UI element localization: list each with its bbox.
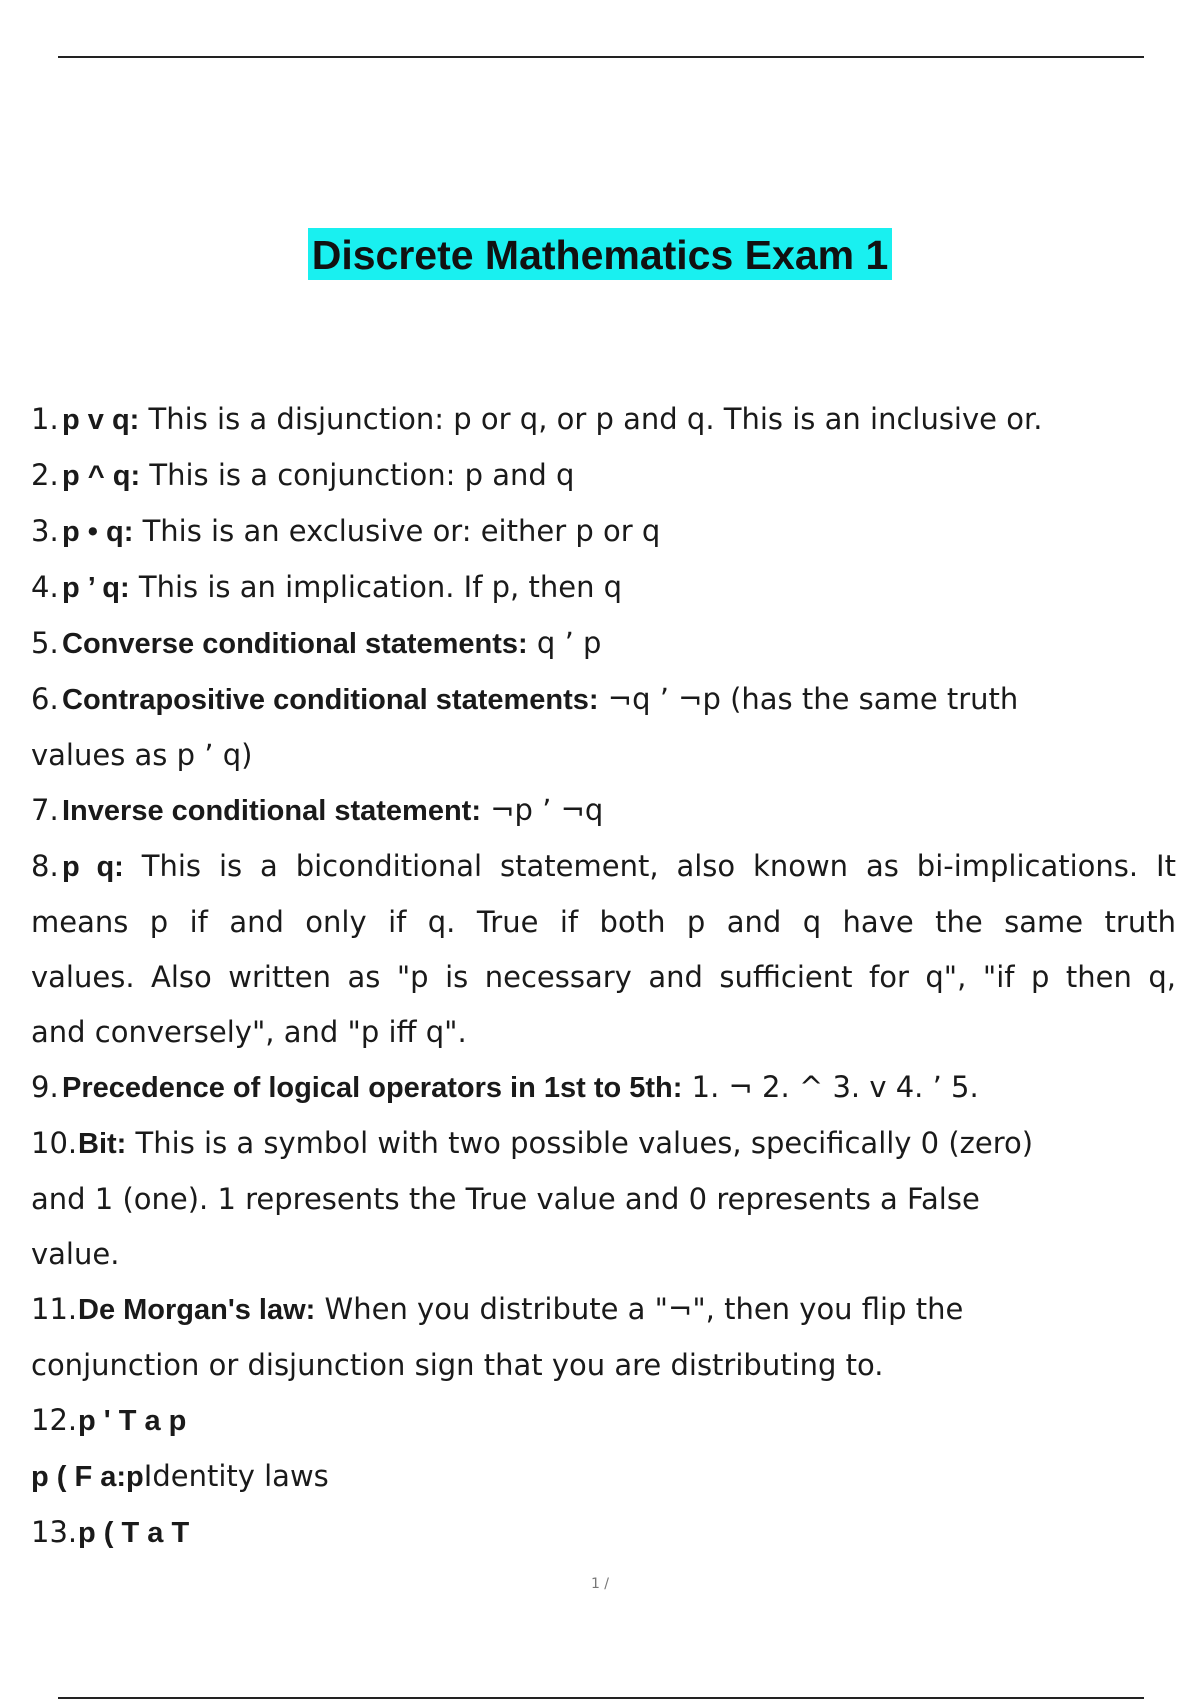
item-term: Contrapositive conditional statements: (62, 684, 599, 716)
list-item (31, 1282, 1176, 1338)
item-definition: This is an implication. If p, then q (129, 570, 623, 604)
item-definition: This is a conjunction: p and q (140, 458, 575, 492)
title-container (0, 228, 1200, 280)
list-item (31, 504, 1176, 560)
item-definition: ¬p ’ ¬q (481, 793, 604, 827)
item-continuation: values. Also written as "p is necessary and sufficient for q", "if p then q, (31, 960, 1176, 994)
top-rule (58, 56, 1144, 58)
item-number: 1. (31, 402, 59, 436)
list-item (31, 783, 1176, 839)
item-definition: This is a biconditional statement, also known as bi-implications. It (123, 849, 1176, 883)
item-term: p ’ q: (62, 572, 130, 604)
item-number: 11. (31, 1292, 78, 1326)
item-definition: Identity laws (143, 1459, 329, 1493)
item-number: 13. (31, 1515, 78, 1549)
item-number: 2. (31, 458, 59, 492)
notes-list (31, 392, 1176, 1561)
item-definition: This is a disjunction: p or q, or p and q. This is an inclusive or. (139, 402, 1043, 436)
item-term: p v q: (62, 404, 140, 436)
item-number: 3. (31, 514, 59, 548)
item-term: Precedence of logical operators in 1st to 5th: (62, 1072, 683, 1104)
item-continuation: value. (31, 1237, 120, 1271)
item-number: 4. (31, 570, 59, 604)
list-item (31, 1116, 1176, 1172)
item-continuation: and 1 (one). 1 represents the True value and 0 represents a False (31, 1182, 980, 1216)
list-item (31, 839, 1176, 895)
item-term: p • q: (62, 516, 134, 548)
list-item (31, 616, 1176, 672)
item-continuation: and conversely", and "p iff q". (31, 1015, 467, 1049)
item-term: Inverse conditional statement: (62, 795, 481, 827)
item-number: 5. (31, 626, 59, 660)
item-definition: This is a symbol with two possible values, specifically 0 (zero) (126, 1126, 1034, 1160)
bottom-rule (58, 1697, 1144, 1699)
item-definition: This is an exclusive or: either p or q (133, 514, 661, 548)
item-definition: When you distribute a "¬", then you flip the (315, 1292, 964, 1326)
item-number: 10. (31, 1126, 78, 1160)
item-term: Converse conditional statements: (62, 628, 528, 660)
item-term: Bit: (78, 1128, 127, 1160)
list-item (31, 448, 1176, 504)
list-item (31, 1060, 1176, 1116)
item-number: 9. (31, 1070, 59, 1104)
item-continuation: means p if and only if q. True if both p and q have the same truth (31, 905, 1176, 939)
item-term: p ( F a:p (31, 1461, 144, 1493)
item-definition: ¬q ’ ¬p (has the same truth (598, 682, 1019, 716)
item-term: p ^ q: (62, 460, 141, 492)
item-term: p q: (62, 851, 124, 883)
item-number: 8. (31, 849, 59, 883)
list-item (31, 672, 1176, 728)
item-definition: 1. ¬ 2. ^ 3. v 4. ’ 5. (682, 1070, 979, 1104)
item-definition: q ’ p (527, 626, 602, 660)
item-continuation: values as p ’ q) (31, 738, 253, 772)
item-number: 12. (31, 1403, 78, 1437)
item-continuation: conjunction or disjunction sign that you are distributing to. (31, 1348, 884, 1382)
item-number: 6. (31, 682, 59, 716)
list-item (31, 1505, 1176, 1561)
list-item (31, 560, 1176, 616)
list-item (31, 1449, 1176, 1505)
item-number: 7. (31, 793, 59, 827)
item-term: De Morgan's law: (78, 1294, 316, 1326)
page-title: Discrete Mathematics Exam 1 (308, 228, 893, 280)
page-number: 1 / (590, 1576, 610, 1592)
item-term: p ' T a p (78, 1405, 187, 1437)
item-term: p ( T a T (78, 1517, 190, 1549)
list-item (31, 392, 1176, 448)
list-item (31, 1393, 1176, 1449)
